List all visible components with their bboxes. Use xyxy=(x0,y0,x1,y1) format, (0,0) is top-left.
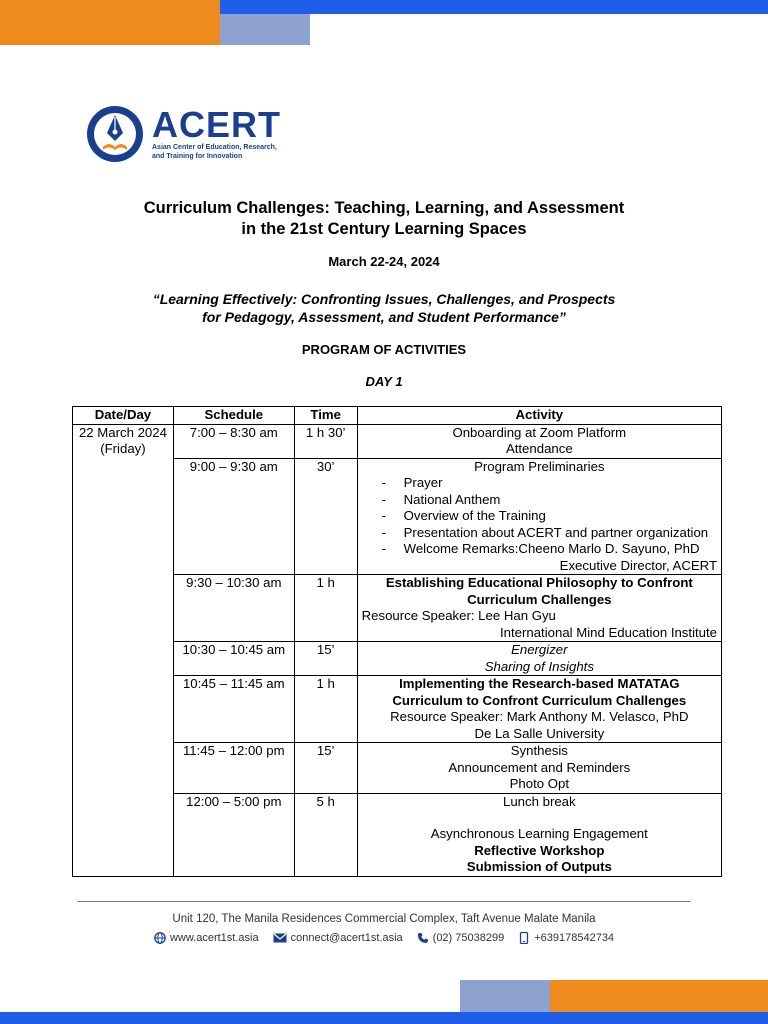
mobile-contact[interactable] xyxy=(518,932,614,944)
activity-cell xyxy=(357,676,721,743)
activity-cell xyxy=(357,793,721,876)
activity-line: Onboarding at Zoom Platform xyxy=(452,424,627,440)
list-item: - Presentation about ACERT and partner organization xyxy=(362,525,717,542)
theme-line-2: for Pedagogy, Assessment, and Student Performance” xyxy=(202,309,566,325)
activity-line: Implementing the Research-based MATATAG xyxy=(399,676,680,691)
event-theme xyxy=(0,290,768,326)
spacer xyxy=(362,810,717,826)
event-date: March 22-24, 2024 xyxy=(328,254,440,269)
theme-line-1: “Learning Effectively: Confronting Issues, Challenges, and Prospects xyxy=(152,291,616,307)
time-cell: 30’ xyxy=(294,458,357,575)
activity-line: Reflective Workshop xyxy=(474,842,605,858)
activity-line: Submission of Outputs xyxy=(466,859,612,874)
footer-divider xyxy=(78,901,690,902)
header-band-orange xyxy=(0,0,220,45)
activity-cell xyxy=(357,743,721,794)
program-heading: PROGRAM OF ACTIVITIES xyxy=(301,342,467,357)
activity-line: Attendance xyxy=(505,441,573,456)
activity-line: Curriculum to Confront Curriculum Challenges xyxy=(392,692,687,708)
preliminaries-list xyxy=(362,475,717,558)
time-cell: 15’ xyxy=(294,743,357,794)
list-item: - Prayer xyxy=(362,475,717,492)
schedule-cell: 9:00 – 9:30 am xyxy=(173,458,294,575)
date-cell: 22 March 2024 (Friday) xyxy=(73,424,174,876)
activity-cell xyxy=(357,424,721,458)
email-text: connect@acert1st.asia xyxy=(290,932,403,944)
activity-line: Lunch break xyxy=(503,793,576,809)
activity-line: Establishing Educational Philosophy to Confront xyxy=(385,575,693,590)
logo-text xyxy=(152,104,281,161)
logo-name: ACERT xyxy=(152,104,281,145)
schedule-cell: 10:30 – 10:45 am xyxy=(173,642,294,676)
time-cell: 15’ xyxy=(294,642,357,676)
title-line-1: Curriculum Challenges: Teaching, Learning, and Assessment xyxy=(143,199,625,217)
schedule-cell: 9:30 – 10:30 am xyxy=(173,575,294,642)
header-schedule: Schedule xyxy=(173,407,294,425)
mobile-text: +639178542734 xyxy=(534,932,615,944)
time-cell: 5 h xyxy=(294,793,357,876)
activity-line: International Mind Education Institute xyxy=(500,624,717,640)
time-cell: 1 h xyxy=(294,575,357,642)
title-line-2: in the 21st Century Learning Spaces xyxy=(241,220,527,238)
footer-address: Unit 120, The Manila Residences Commercial Complex, Taft Avenue Malate Manila xyxy=(172,913,596,925)
schedule-cell: 12:00 – 5:00 pm xyxy=(173,793,294,876)
acert-logo xyxy=(86,105,281,163)
activity-cell xyxy=(357,458,721,575)
table-header-row xyxy=(73,407,722,425)
schedule-cell: 10:45 – 11:45 am xyxy=(173,676,294,743)
list-item: - Welcome Remarks:Cheeno Marlo D. Sayuno, PhD xyxy=(362,541,717,558)
schedule-cell: 7:00 – 8:30 am xyxy=(173,424,294,458)
activity-line: Announcement and Reminders xyxy=(448,759,631,775)
activity-line: Executive Director, ACERT xyxy=(559,557,717,573)
table-row xyxy=(73,424,722,458)
activity-line: Resource Speaker: Mark Anthony M. Velasco, PhD xyxy=(390,709,689,724)
mobile-phone-icon xyxy=(518,932,530,944)
logo-tagline-1: Asian Center of Education, Research, xyxy=(152,144,277,151)
document-title xyxy=(0,198,768,240)
list-item: - National Anthem xyxy=(362,492,717,509)
time-cell: 1 h xyxy=(294,676,357,743)
phone-contact[interactable] xyxy=(417,932,505,944)
header-band-grey xyxy=(220,14,310,45)
phone-icon xyxy=(417,932,429,944)
header-activity: Activity xyxy=(357,407,721,425)
activity-line: Synthesis xyxy=(510,743,568,758)
activity-line: Photo Opt xyxy=(509,776,569,791)
activity-line: Curriculum Challenges xyxy=(467,591,612,607)
time-cell: 1 h 30’ xyxy=(294,424,357,458)
mail-icon xyxy=(273,932,287,944)
activity-line: Program Preliminaries xyxy=(474,458,605,474)
activity-cell xyxy=(357,642,721,676)
activity-line: Sharing of Insights xyxy=(484,658,594,674)
activity-line: De La Salle University xyxy=(474,725,605,741)
header-date-day: Date/Day xyxy=(73,407,174,425)
activity-line: Asynchronous Learning Engagement xyxy=(430,826,648,841)
acert-pen-nib-icon xyxy=(86,105,144,163)
email-contact[interactable] xyxy=(273,932,403,944)
list-item: - Overview of the Training xyxy=(362,508,717,525)
activity-line: Resource Speaker: Lee Han Gyu xyxy=(361,608,556,623)
schedule-cell: 11:45 – 12:00 pm xyxy=(173,743,294,794)
header-band-blue xyxy=(220,0,768,14)
footer-band-blue xyxy=(0,1012,768,1024)
activity-cell xyxy=(357,575,721,642)
logo-tagline-2: and Training for Innovation xyxy=(152,153,243,160)
website-text: www.acert1st.asia xyxy=(169,932,259,944)
day-heading: DAY 1 xyxy=(365,374,403,389)
globe-icon xyxy=(154,932,166,944)
activity-line: Energizer xyxy=(511,642,568,657)
header-time: Time xyxy=(294,407,357,425)
program-table xyxy=(72,406,722,877)
phone-text: (02) 75038299 xyxy=(432,932,505,944)
website-contact[interactable] xyxy=(154,932,259,944)
footer-contacts xyxy=(0,932,768,944)
